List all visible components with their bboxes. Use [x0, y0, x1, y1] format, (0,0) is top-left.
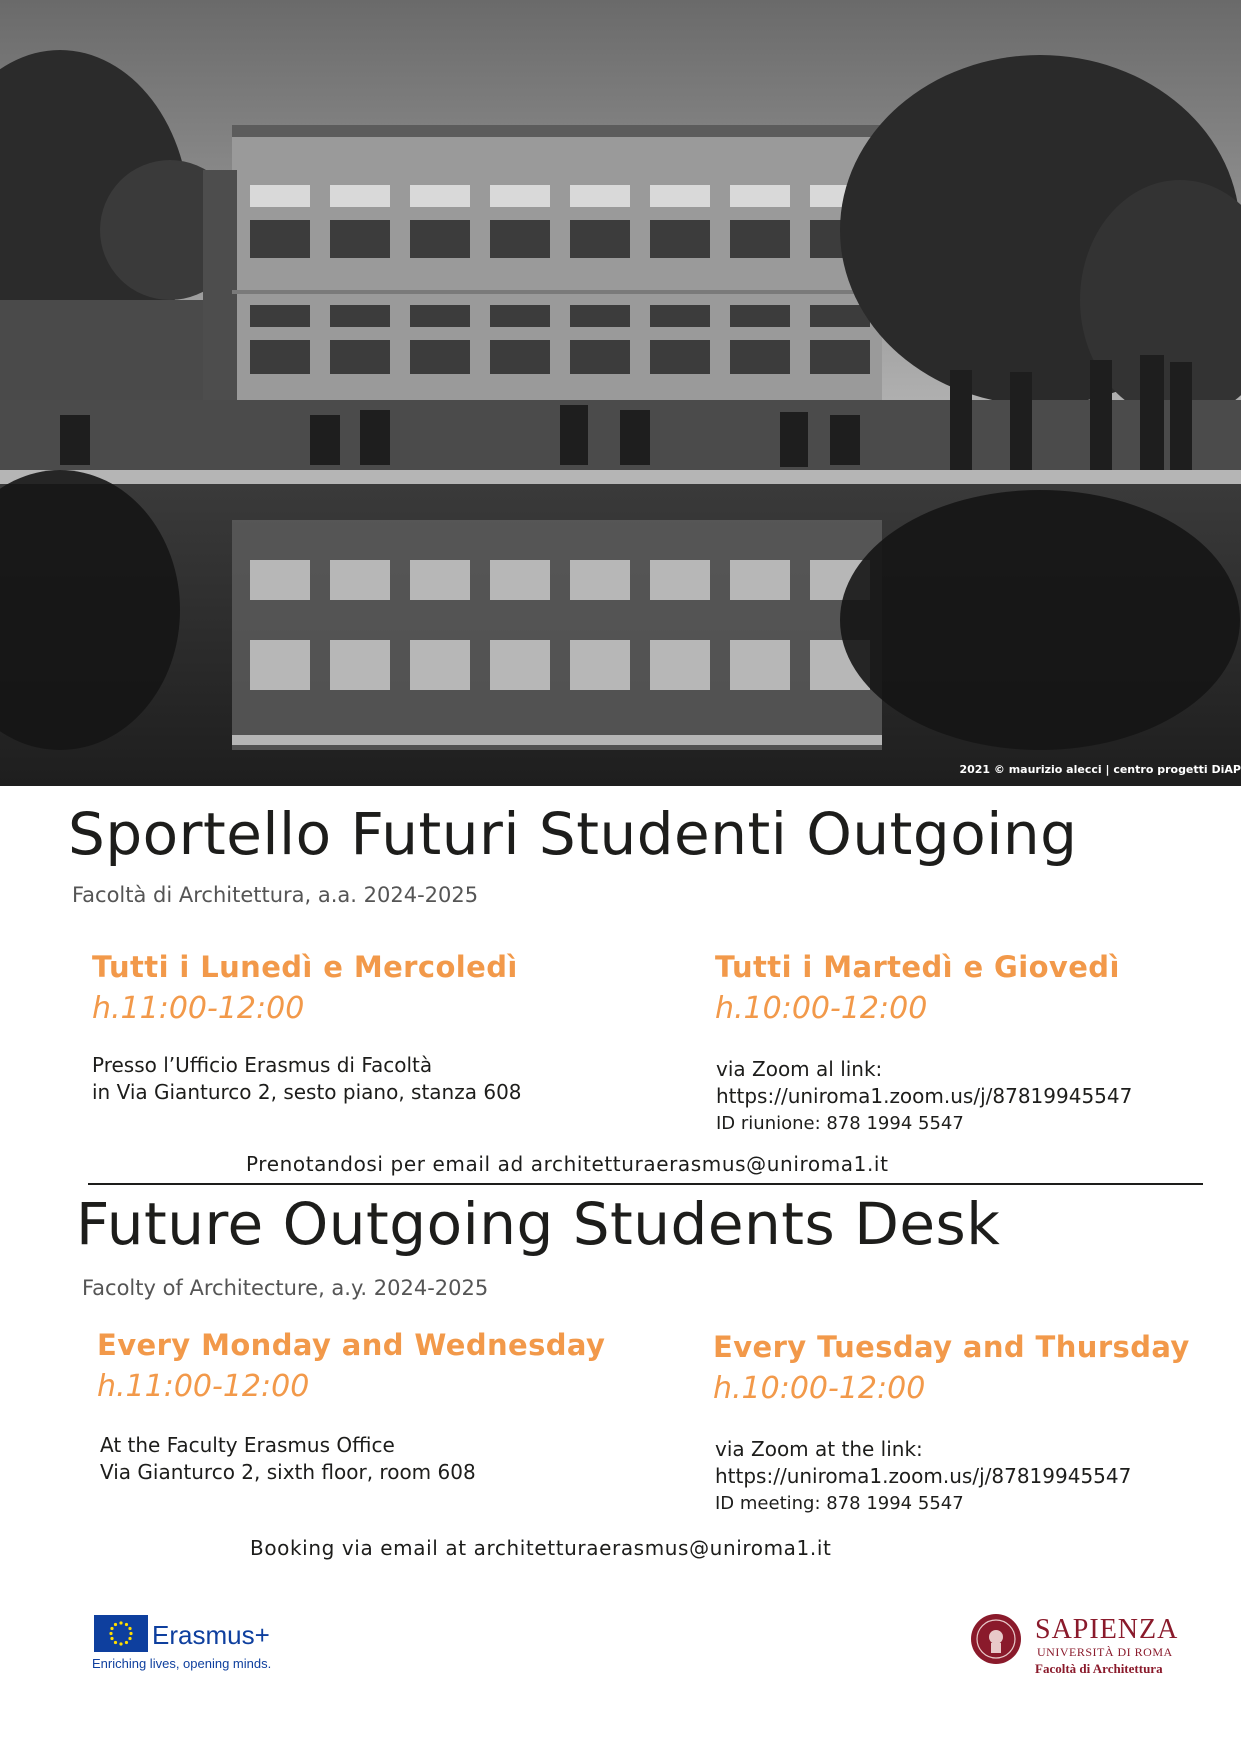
- italian-zoom-link[interactable]: https://uniroma1.zoom.us/j/87819945547: [716, 1084, 1133, 1108]
- english-subtitle: Facolty of Architecture, a.y. 2024-2025: [82, 1276, 489, 1300]
- english-left-hours: h.11:00-12:00: [97, 1369, 310, 1404]
- sapienza-seal-icon: [970, 1613, 1022, 1665]
- eu-flag-icon: [94, 1615, 148, 1652]
- italian-right-hours: h.10:00-12:00: [715, 991, 928, 1026]
- erasmus-tagline: Enriching lives, opening minds.: [92, 1656, 272, 1671]
- sapienza-seal-graphic: [970, 1613, 1022, 1665]
- english-right-hours: h.10:00-12:00: [713, 1371, 926, 1406]
- english-meeting-id: ID meeting: 878 1994 5547: [715, 1493, 964, 1514]
- english-left-line2: Via Gianturco 2, sixth floor, room 608: [100, 1460, 476, 1484]
- italian-left-line1: Presso l’Ufficio Erasmus di Facoltà: [92, 1053, 433, 1077]
- header-photo: [0, 0, 1241, 786]
- english-zoom-link[interactable]: https://uniroma1.zoom.us/j/87819945547: [715, 1464, 1132, 1488]
- italian-left-line2: in Via Gianturco 2, sesto piano, stanza 608: [92, 1080, 522, 1104]
- italian-left-hours: h.11:00-12:00: [92, 991, 305, 1026]
- italian-right-days: Tutti i Martedì e Giovedì: [715, 950, 1120, 984]
- italian-left-days: Tutti i Lunedì e Mercoledì: [92, 950, 518, 984]
- section-divider: [88, 1183, 1203, 1185]
- italian-title: Sportello Futuri Studenti Outgoing: [68, 800, 1078, 868]
- english-booking: Booking via email at architetturaerasmus@uniroma1.it: [250, 1536, 832, 1560]
- english-left-line1: At the Faculty Erasmus Office: [100, 1433, 395, 1457]
- italian-meeting-id: ID riunione: 878 1994 5547: [716, 1113, 964, 1134]
- erasmus-logo-text: Erasmus+: [152, 1620, 270, 1650]
- english-left-location: [100, 1432, 476, 1486]
- sapienza-name: SAPIENZA: [1035, 1614, 1179, 1645]
- italian-subtitle: Facoltà di Architettura, a.a. 2024-2025: [72, 883, 479, 907]
- italian-booking: Prenotandosi per email ad architetturaerasmus@uniroma1.it: [246, 1152, 889, 1176]
- photo-credit: 2021 © maurizio alecci | centro progetti DiAP: [959, 763, 1241, 776]
- italian-right-line1: via Zoom al link:: [716, 1057, 883, 1081]
- sapienza-faculty: Facoltà di Architettura: [1035, 1661, 1163, 1676]
- english-title: Future Outgoing Students Desk: [76, 1190, 1001, 1258]
- italian-right-zoom: [716, 1056, 1132, 1137]
- sapienza-university: UNIVERSITÀ DI ROMA: [1037, 1645, 1173, 1659]
- campus-photo-illustration: [0, 0, 1241, 786]
- italian-left-location: [92, 1052, 522, 1106]
- eu-stars-icon: [94, 1615, 148, 1652]
- english-right-line1: via Zoom at the link:: [715, 1437, 923, 1461]
- english-right-days: Every Tuesday and Thursday: [713, 1330, 1190, 1364]
- english-left-days: Every Monday and Wednesday: [97, 1328, 606, 1362]
- english-right-zoom: [715, 1436, 1131, 1517]
